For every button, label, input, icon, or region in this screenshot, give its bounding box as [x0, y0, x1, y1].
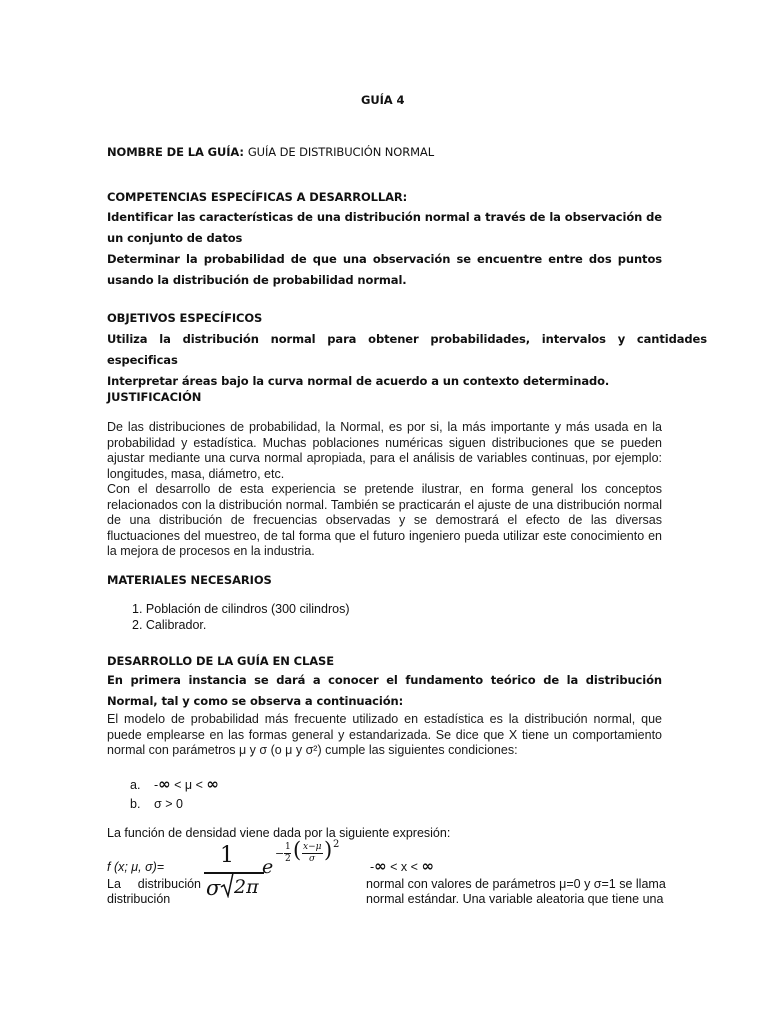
formula-lhs: f (x; μ, σ)=	[107, 860, 165, 874]
condition-a-marker: a.	[130, 778, 141, 792]
competencies-heading: COMPETENCIAS ESPECÍFICAS A DESARROLLAR:	[107, 190, 408, 204]
competency-item: Identificar las características de una distribución normal a través de la observación de un conjunto de datos	[107, 210, 662, 245]
exponent-half-num: 1	[285, 842, 291, 852]
exponent-frac-den: σ	[309, 854, 316, 864]
objective-item: Utiliza la distribución normal para obtener probabilidades, intervalos y cantidades especificas	[107, 332, 707, 367]
condition-b-text: σ > 0	[154, 797, 183, 811]
formula-numerator: 1	[220, 843, 234, 868]
condition-a-text: < μ <	[174, 778, 203, 792]
formula-e: e	[262, 856, 274, 878]
justification-body	[107, 420, 662, 560]
exponent-minus: −	[275, 847, 285, 860]
justification-paragraph: De las distribuciones de probabilidad, la Normal, es por si, la más importante y más usada en la probabilidad y estadística. Muchas poblaciones numéricas siguen distribuciones que se pueden ajustar mediante una curva normal apropiada, para el análisis de variables continuas, por ejemplo: longitudes, masa, diámetro, etc.	[107, 420, 662, 481]
bottom-right-line-1: normal con valores de parámetros μ=0 y σ=1 se llama	[366, 877, 666, 891]
sqrt-icon	[220, 872, 234, 898]
condition-b	[130, 796, 183, 812]
objective-item: Interpretar áreas bajo la curva normal de acuerdo a un contexto determinado.	[107, 374, 610, 388]
development-heading: DESARROLLO DE LA GUÍA EN CLASE	[107, 654, 334, 668]
list-item: 2. Calibrador.	[132, 618, 207, 632]
exponent-left-paren: (	[293, 838, 302, 862]
list-item: 1. Población de cilindros (300 cilindros)	[132, 602, 350, 616]
infinity-symbol: ∞	[374, 857, 387, 875]
formula-denom-sigma: σ	[206, 876, 221, 900]
guide-name-value: GUÍA DE DISTRIBUCIÓN NORMAL	[247, 145, 434, 159]
development-intro: En primera instancia se dará a conocer el fundamento teórico de la distribución Normal, tal y como se observa a continuación:	[107, 673, 662, 708]
materials-list	[132, 601, 349, 633]
infinity-symbol: ∞	[421, 857, 434, 875]
objectives-list	[107, 329, 707, 392]
bottom-left-line-2: distribución	[107, 892, 171, 906]
formula-range	[370, 858, 434, 875]
development-paragraph: El modelo de probabilidad más frecuente utilizado en estadística es la distribución normal, que puede emplearse en las formas general y estandarizada. Se dice que X tiene un comportamiento normal con parámetros μ y σ (o μ y σ²) cumple las siguientes condiciones:	[107, 712, 662, 757]
materials-heading: MATERIALES NECESARIOS	[107, 573, 272, 587]
bottom-right-line-2: normal estándar. Una variable aleatoria que tiene una	[366, 892, 664, 906]
competency-item: Determinar la probabilidad de que una observación se encuentre entre dos puntos usando la distribución de probabilidad normal.	[107, 252, 662, 287]
density-intro: La función de densidad viene dada por la siguiente expresión:	[107, 826, 451, 840]
objectives-heading: OBJETIVOS ESPECÍFICOS	[107, 311, 263, 325]
condition-a-minus: -	[154, 778, 159, 792]
range-text: < x <	[390, 860, 418, 874]
exponent-half-den: 2	[285, 854, 291, 864]
material-item: Calibrador.	[145, 618, 207, 632]
bottom-left-line-1: La distribución	[107, 877, 201, 891]
condition-a	[130, 776, 219, 793]
infinity-symbol: ∞	[206, 775, 219, 793]
range-minus: -	[370, 860, 375, 874]
exponent-right-paren: )	[324, 838, 333, 862]
material-item: Población de cilindros (300 cilindros)	[145, 602, 350, 616]
sqrt-overline	[233, 873, 261, 874]
exponent-frac-num: x−μ	[303, 842, 322, 852]
exponent-power: 2	[333, 839, 340, 850]
justification-paragraph: Con el desarrollo de esta experiencia se pretende ilustrar, en forma general los conceptos relacionados con la distribución normal. También se practicarán el ajuste de una distribución normal de una distribución de frecuencias observadas y se demostrará el efecto de las diversas fluctuaciones del muestreo, de tal forma que el futuro ingeniero pueda utilizar este conocimiento en la mejora de procesos en la industria.	[107, 482, 662, 558]
condition-b-marker: b.	[130, 797, 141, 811]
justification-heading: JUSTIFICACIÓN	[107, 390, 202, 404]
infinity-symbol: ∞	[158, 775, 171, 793]
guide-name	[107, 145, 434, 159]
guide-title: GUÍA 4	[361, 93, 405, 107]
guide-name-label: NOMBRE DE LA GUÍA:	[107, 145, 244, 159]
formula-denom-root: 2π	[234, 876, 259, 898]
competencies-list	[107, 207, 662, 291]
